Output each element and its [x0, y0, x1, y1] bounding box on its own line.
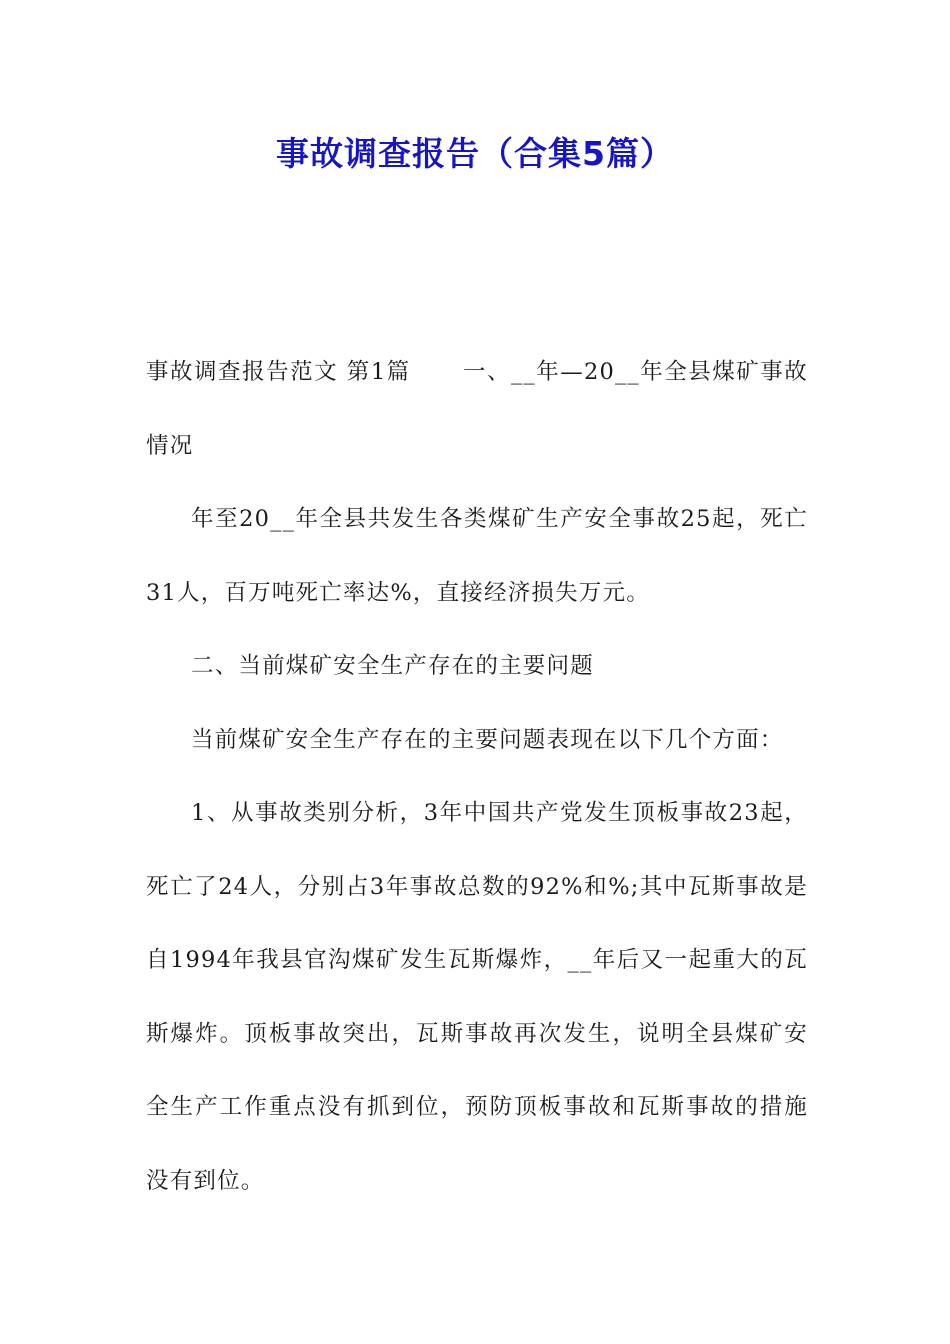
paragraph-intro: 当前煤矿安全生产存在的主要问题表现在以下几个方面： [191, 726, 784, 753]
document-title: 事故调查报告（合集5篇） [276, 134, 674, 173]
paragraph-point-one: 1、从事故类别分析，3年中国共产党发生顶板事故23起，死亡了24人，分别占3年事故总数的92%和%;其中瓦斯事故是自1994年我县官沟煤矿发生瓦斯爆炸，__年后又一起重大的瓦斯爆炸。顶板事故突出，瓦斯事故再次发生，说明全县煤矿安全生产工作重点没有抓到位，预防顶板事故和瓦斯事故的措施没有到位。 [146, 800, 808, 1194]
paragraph-heading-two: 二、当前煤矿安全生产存在的主要问题 [191, 653, 594, 679]
section-label: 事故调查报告范文 第1篇 [146, 359, 411, 385]
heading-line [146, 336, 808, 483]
paragraph-statistics: 年至20__年全县共发生各类煤矿生产安全事故25起，死亡31人，百万吨死亡率达%，直接经济损失万元。 [146, 506, 808, 606]
section-heading: 一、__年—20__年全县煤矿事故情况 [146, 359, 808, 459]
document-body [146, 336, 808, 1218]
